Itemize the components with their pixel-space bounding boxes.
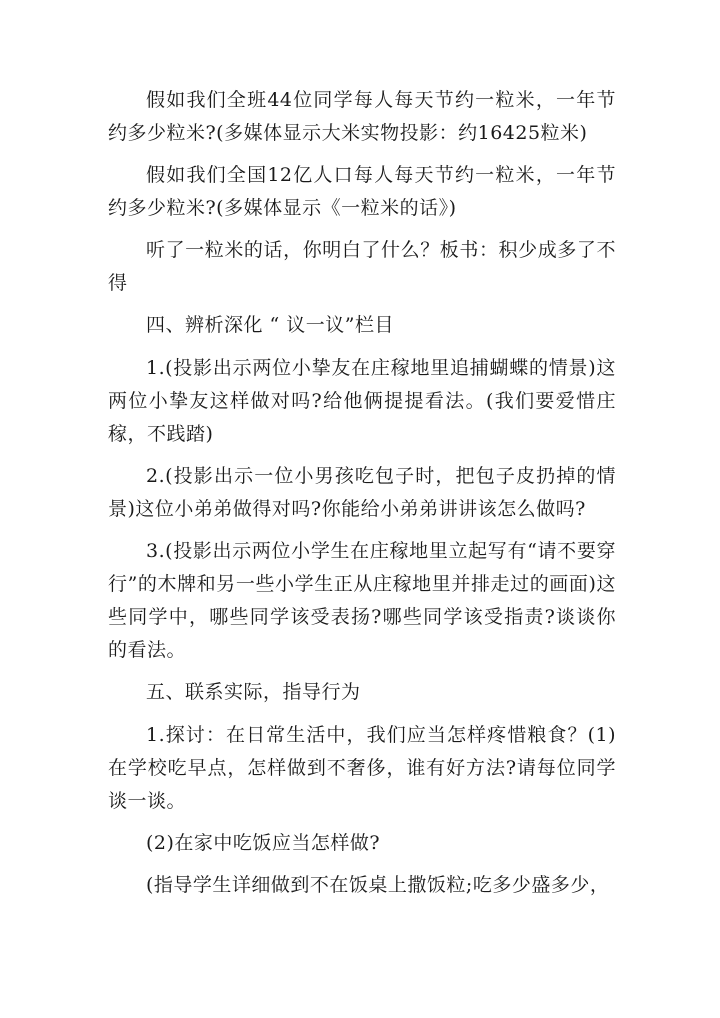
section-heading-4: 四、辨析深化 “ 议一议”栏目 (146, 314, 395, 336)
paragraph-class-rice-saving: 假如我们全班44位同学每人每天节约一粒米，一年节约多少粒米?(多媒体显示大米实物投影：约16425粒米) (108, 89, 616, 144)
paragraph-guidance: (指导学生详细做到不在饭桌上撒饭粒;吃多少盛多少， (146, 874, 610, 896)
paragraph-board-writing: 听了一粒米的话，你明白了什么？板书：积少成多了不得 (108, 239, 616, 294)
paragraph-item-3: 3.(投影出示两位小学生在庄稼地里立起写有“请不要穿行”的木牌和另一些小学生正从庄稼地里并排走过的画面)这些同学中，哪些同学该受表扬?哪些同学该受指责?谈谈你的看法。 (108, 540, 616, 661)
paragraph-discussion-2: (2)在家中吃饭应当怎样做? (146, 832, 381, 854)
document-body (108, 84, 616, 911)
section-heading-5: 五、联系实际，指导行为 (146, 681, 361, 703)
paragraph-item-1: 1.(投影出示两位小挚友在庄稼地里追捕蝴蝶的情景)这两位小挚友这样做对吗?给他俩提提看法。(我们要爱惜庄稼，不践踏) (108, 357, 616, 445)
paragraph-item-2: 2.(投影出示一位小男孩吃包子时，把包子皮扔掉的情景)这位小弟弟做得对吗?你能给小弟弟讲讲该怎么做吗? (108, 465, 616, 520)
paragraph-discussion-1: 1.探讨：在日常生活中，我们应当怎样疼惜粮食？(1)在学校吃早点，怎样做到不奢侈，谁有好方法?请每位同学谈一谈。 (108, 724, 616, 812)
paragraph-nation-rice-saving: 假如我们全国12亿人口每人每天节约一粒米，一年节约多少粒米?(多媒体显示《一粒米的话》) (108, 164, 616, 219)
